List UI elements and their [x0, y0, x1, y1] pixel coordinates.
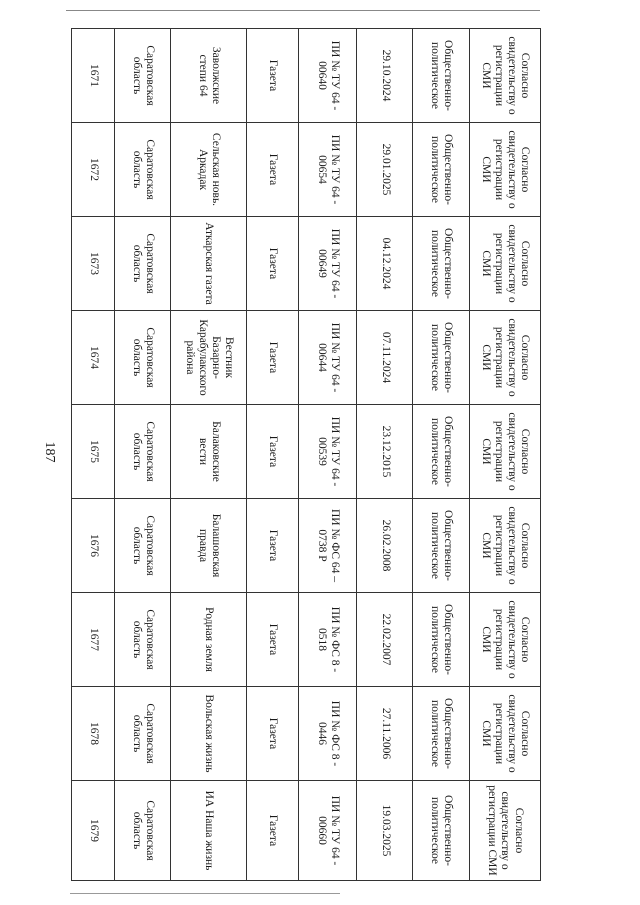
media-name-cell: Балашовская правда [171, 499, 247, 593]
field-row-focus [413, 29, 469, 881]
media-name-cell: Заволжские степи 64 [171, 29, 247, 123]
registration-number-cell: ПИ № ТУ 64 - 00640 [298, 29, 356, 123]
region-cell: Саратовская область [115, 781, 171, 881]
media-name-cell: Родная земля [171, 593, 247, 687]
registration-number-cell: ПИ № ФС 8 - 0446 [298, 687, 356, 781]
media-type-cell: Газета [247, 311, 299, 405]
registration-number-cell: ПИ № ТУ 64 - 00644 [298, 311, 356, 405]
media-name-cell: Вольская жизнь [171, 687, 247, 781]
media-type-cell: Газета [247, 123, 299, 217]
media-type-cell: Газета [247, 405, 299, 499]
basis-cell: Согласно свидетельству о регистрации СМИ [469, 311, 540, 405]
media-name-cell: Балаковские вести [171, 405, 247, 499]
media-name-cell: Вестник Базарно-Карабулакского района [171, 311, 247, 405]
registration-date-cell: 07.11.2024 [357, 311, 413, 405]
focus-cell: Общественно-политическое [413, 405, 469, 499]
media-type-cell: Газета [247, 29, 299, 123]
registration-number-cell: ПИ № ФС 64 – 0738 Р [298, 499, 356, 593]
registration-date-cell: 19.03.2025 [357, 781, 413, 881]
media-type-cell: Газета [247, 593, 299, 687]
focus-cell: Общественно-политическое [413, 687, 469, 781]
field-row-basis [469, 29, 540, 881]
page-number: 187 [42, 441, 57, 463]
media-name-cell: Сельская новь. Аркадак [171, 123, 247, 217]
region-cell: Саратовская область [115, 499, 171, 593]
media-name-cell: Аткарская газета [171, 217, 247, 311]
field-row-region [115, 29, 171, 881]
region-cell: Саратовская область [115, 29, 171, 123]
registration-date-cell: 26.02.2008 [357, 499, 413, 593]
focus-cell: Общественно-политическое [413, 217, 469, 311]
region-cell: Саратовская область [115, 123, 171, 217]
registration-number-cell: ПИ № ТУ 64 - 00649 [298, 217, 356, 311]
row-number-cell: 1673 [72, 217, 115, 311]
row-number-cell: 1679 [72, 781, 115, 881]
basis-cell: Согласно свидетельству о регистрации СМИ [469, 687, 540, 781]
row-number-cell: 1671 [72, 29, 115, 123]
bottom-rule [70, 893, 340, 894]
registration-number-cell: ПИ № ФС 8 - 0518 [298, 593, 356, 687]
row-number-cell: 1675 [72, 405, 115, 499]
registration-number-cell: ПИ № ТУ 64 - 00654 [298, 123, 356, 217]
row-number-cell: 1674 [72, 311, 115, 405]
registration-number-cell: ПИ № ТУ 64 - 00539 [298, 405, 356, 499]
basis-cell: Согласно свидетельству о регистрации СМИ [469, 405, 540, 499]
focus-cell: Общественно-политическое [413, 593, 469, 687]
media-type-cell: Газета [247, 217, 299, 311]
registration-date-cell: 04.12.2024 [357, 217, 413, 311]
registry-table-wrapper [71, 28, 541, 880]
basis-cell: Согласно свидетельству о регистрации СМИ [469, 593, 540, 687]
media-type-cell: Газета [247, 499, 299, 593]
focus-cell: Общественно-политическое [413, 499, 469, 593]
field-row-num [72, 29, 115, 881]
field-row-name [171, 29, 247, 881]
basis-cell: Согласно свидетельству о регистрации СМИ [469, 123, 540, 217]
registration-date-cell: 23.12.2015 [357, 405, 413, 499]
field-row-date [357, 29, 413, 881]
registration-date-cell: 29.10.2024 [357, 29, 413, 123]
row-number-cell: 1672 [72, 123, 115, 217]
region-cell: Саратовская область [115, 405, 171, 499]
registration-date-cell: 27.11.2006 [357, 687, 413, 781]
region-cell: Саратовская область [115, 593, 171, 687]
registry-table [71, 28, 541, 881]
registration-date-cell: 22.02.2007 [357, 593, 413, 687]
registration-date-cell: 29.01.2025 [357, 123, 413, 217]
focus-cell: Общественно-политическое [413, 311, 469, 405]
top-rule [66, 10, 540, 11]
field-row-reg [298, 29, 356, 881]
row-number-cell: 1676 [72, 499, 115, 593]
registry-table-rotated [71, 28, 541, 880]
media-name-cell: ИА Наша жизнь [171, 781, 247, 881]
field-row-type [247, 29, 299, 881]
focus-cell: Общественно-политическое [413, 29, 469, 123]
basis-cell: Согласно свидетельству о регистрации СМИ [469, 781, 540, 881]
focus-cell: Общественно-политическое [413, 781, 469, 881]
registration-number-cell: ПИ № ТУ 64 - 00660 [298, 781, 356, 881]
region-cell: Саратовская область [115, 687, 171, 781]
region-cell: Саратовская область [115, 311, 171, 405]
row-number-cell: 1678 [72, 687, 115, 781]
basis-cell: Согласно свидетельству о регистрации СМИ [469, 499, 540, 593]
media-type-cell: Газета [247, 781, 299, 881]
media-type-cell: Газета [247, 687, 299, 781]
basis-cell: Согласно свидетельству о регистрации СМИ [469, 29, 540, 123]
region-cell: Саратовская область [115, 217, 171, 311]
row-number-cell: 1677 [72, 593, 115, 687]
focus-cell: Общественно-политическое [413, 123, 469, 217]
basis-cell: Согласно свидетельству о регистрации СМИ [469, 217, 540, 311]
